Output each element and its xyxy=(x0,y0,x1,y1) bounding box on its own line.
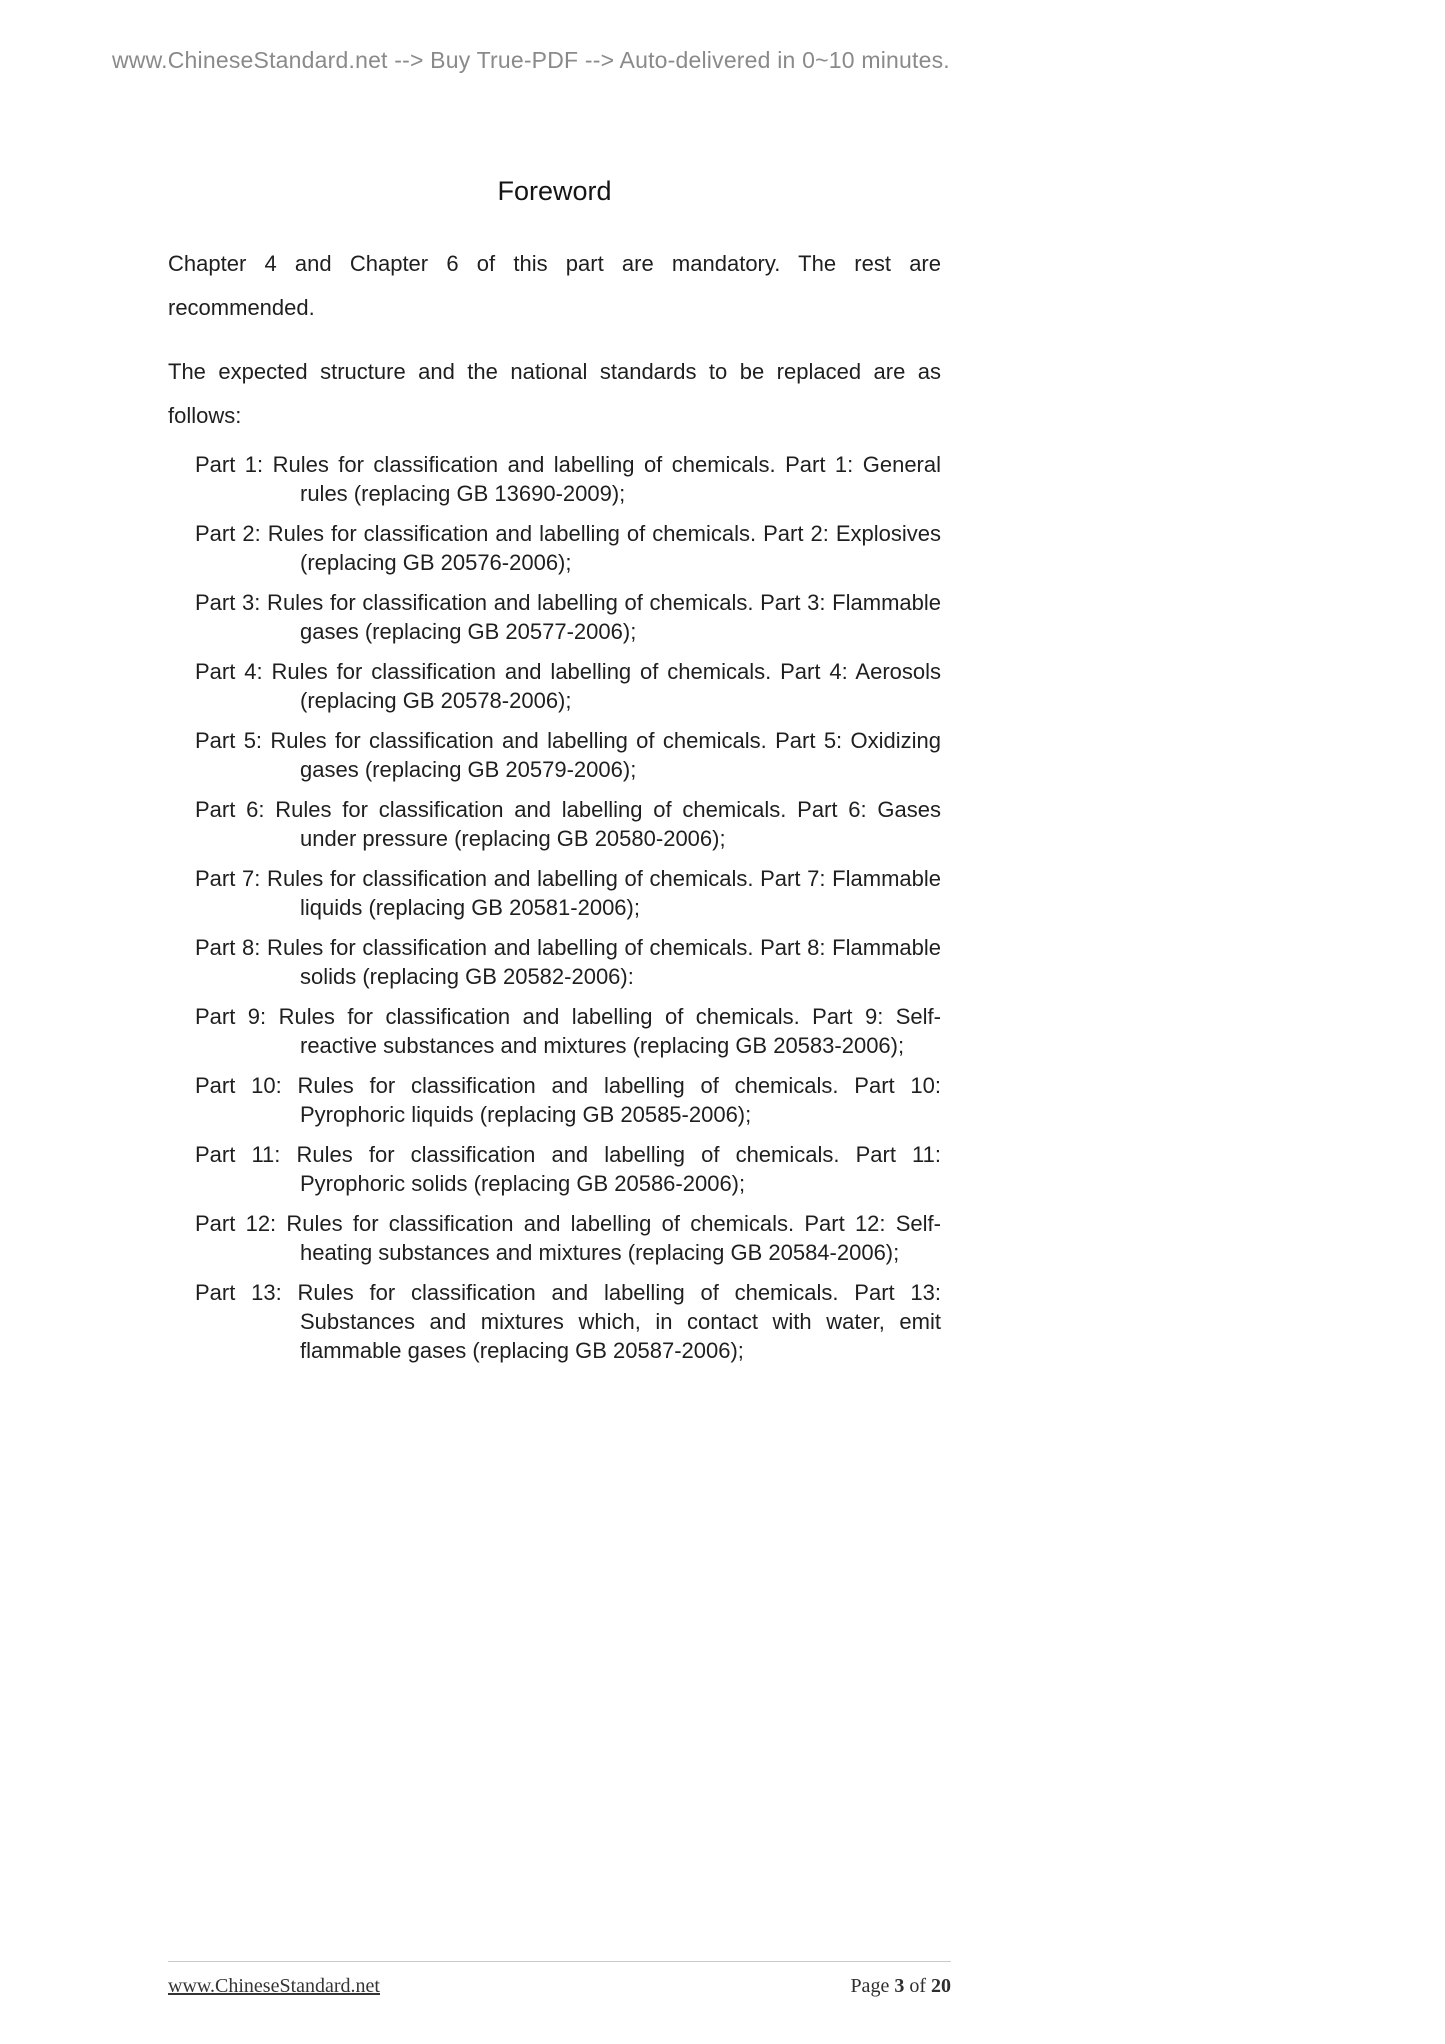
part-item: Part 6: Rules for classification and labelling of chemicals. Part 6: Gases under pressure (replacing GB 20580-2006); xyxy=(195,797,941,851)
page-footer xyxy=(168,1961,951,1998)
page-total: 20 xyxy=(931,1975,951,1997)
part-item: Part 10: Rules for classification and labelling of chemicals. Part 10: Pyrophoric liquids (replacing GB 20585-2006); xyxy=(195,1073,941,1127)
page-of-label: of xyxy=(909,1975,926,1997)
part-item: Part 5: Rules for classification and labelling of chemicals. Part 5: Oxidizing gases (replacing GB 20579-2006); xyxy=(195,728,941,782)
part-item: Part 3: Rules for classification and labelling of chemicals. Part 3: Flammable gases (replacing GB 20577-2006); xyxy=(195,590,941,644)
part-item: Part 8: Rules for classification and labelling of chemicals. Part 8: Flammable solids (replacing GB 20582-2006): xyxy=(195,935,941,989)
page-label: Page xyxy=(850,1975,890,1997)
footer-divider xyxy=(168,1961,951,1962)
page-number: 3 xyxy=(894,1975,905,1997)
part-item: Part 13: Rules for classification and labelling of chemicals. Part 13: Substances and mixtures which, in contact with water, emit flammable gases (replacing GB 20587-2006); xyxy=(195,1280,941,1363)
part-item: Part 1: Rules for classification and labelling of chemicals. Part 1: General rules (replacing GB 13690-2009); xyxy=(195,452,941,506)
parts-list xyxy=(168,450,941,1365)
header-notice: www.ChineseStandard.net --> Buy True-PDF --> Auto-delivered in 0~10 minutes. xyxy=(112,47,950,73)
intro-paragraph: The expected structure and the national standards to be replaced are as follows: xyxy=(168,359,941,428)
footer-site-link[interactable]: www.ChineseStandard.net xyxy=(168,1975,380,1997)
intro-paragraph: Chapter 4 and Chapter 6 of this part are mandatory. The rest are recommended. xyxy=(168,251,941,320)
part-item: Part 12: Rules for classification and labelling of chemicals. Part 12: Self-heating substances and mixtures (replacing GB 20584-2006); xyxy=(195,1211,941,1265)
part-item: Part 9: Rules for classification and labelling of chemicals. Part 9: Self-reactive substances and mixtures (replacing GB 20583-2006); xyxy=(195,1004,941,1058)
document-content xyxy=(168,0,941,1376)
part-item: Part 7: Rules for classification and labelling of chemicals. Part 7: Flammable liquids (replacing GB 20581-2006); xyxy=(195,866,941,920)
part-item: Part 4: Rules for classification and labelling of chemicals. Part 4: Aerosols (replacing GB 20578-2006); xyxy=(195,659,941,713)
part-item: Part 11: Rules for classification and labelling of chemicals. Part 11: Pyrophoric solids (replacing GB 20586-2006); xyxy=(195,1142,941,1196)
page-title: Foreword xyxy=(497,176,612,206)
page-indicator xyxy=(850,1975,951,1998)
part-item: Part 2: Rules for classification and labelling of chemicals. Part 2: Explosives (replacing GB 20576-2006); xyxy=(195,521,941,575)
